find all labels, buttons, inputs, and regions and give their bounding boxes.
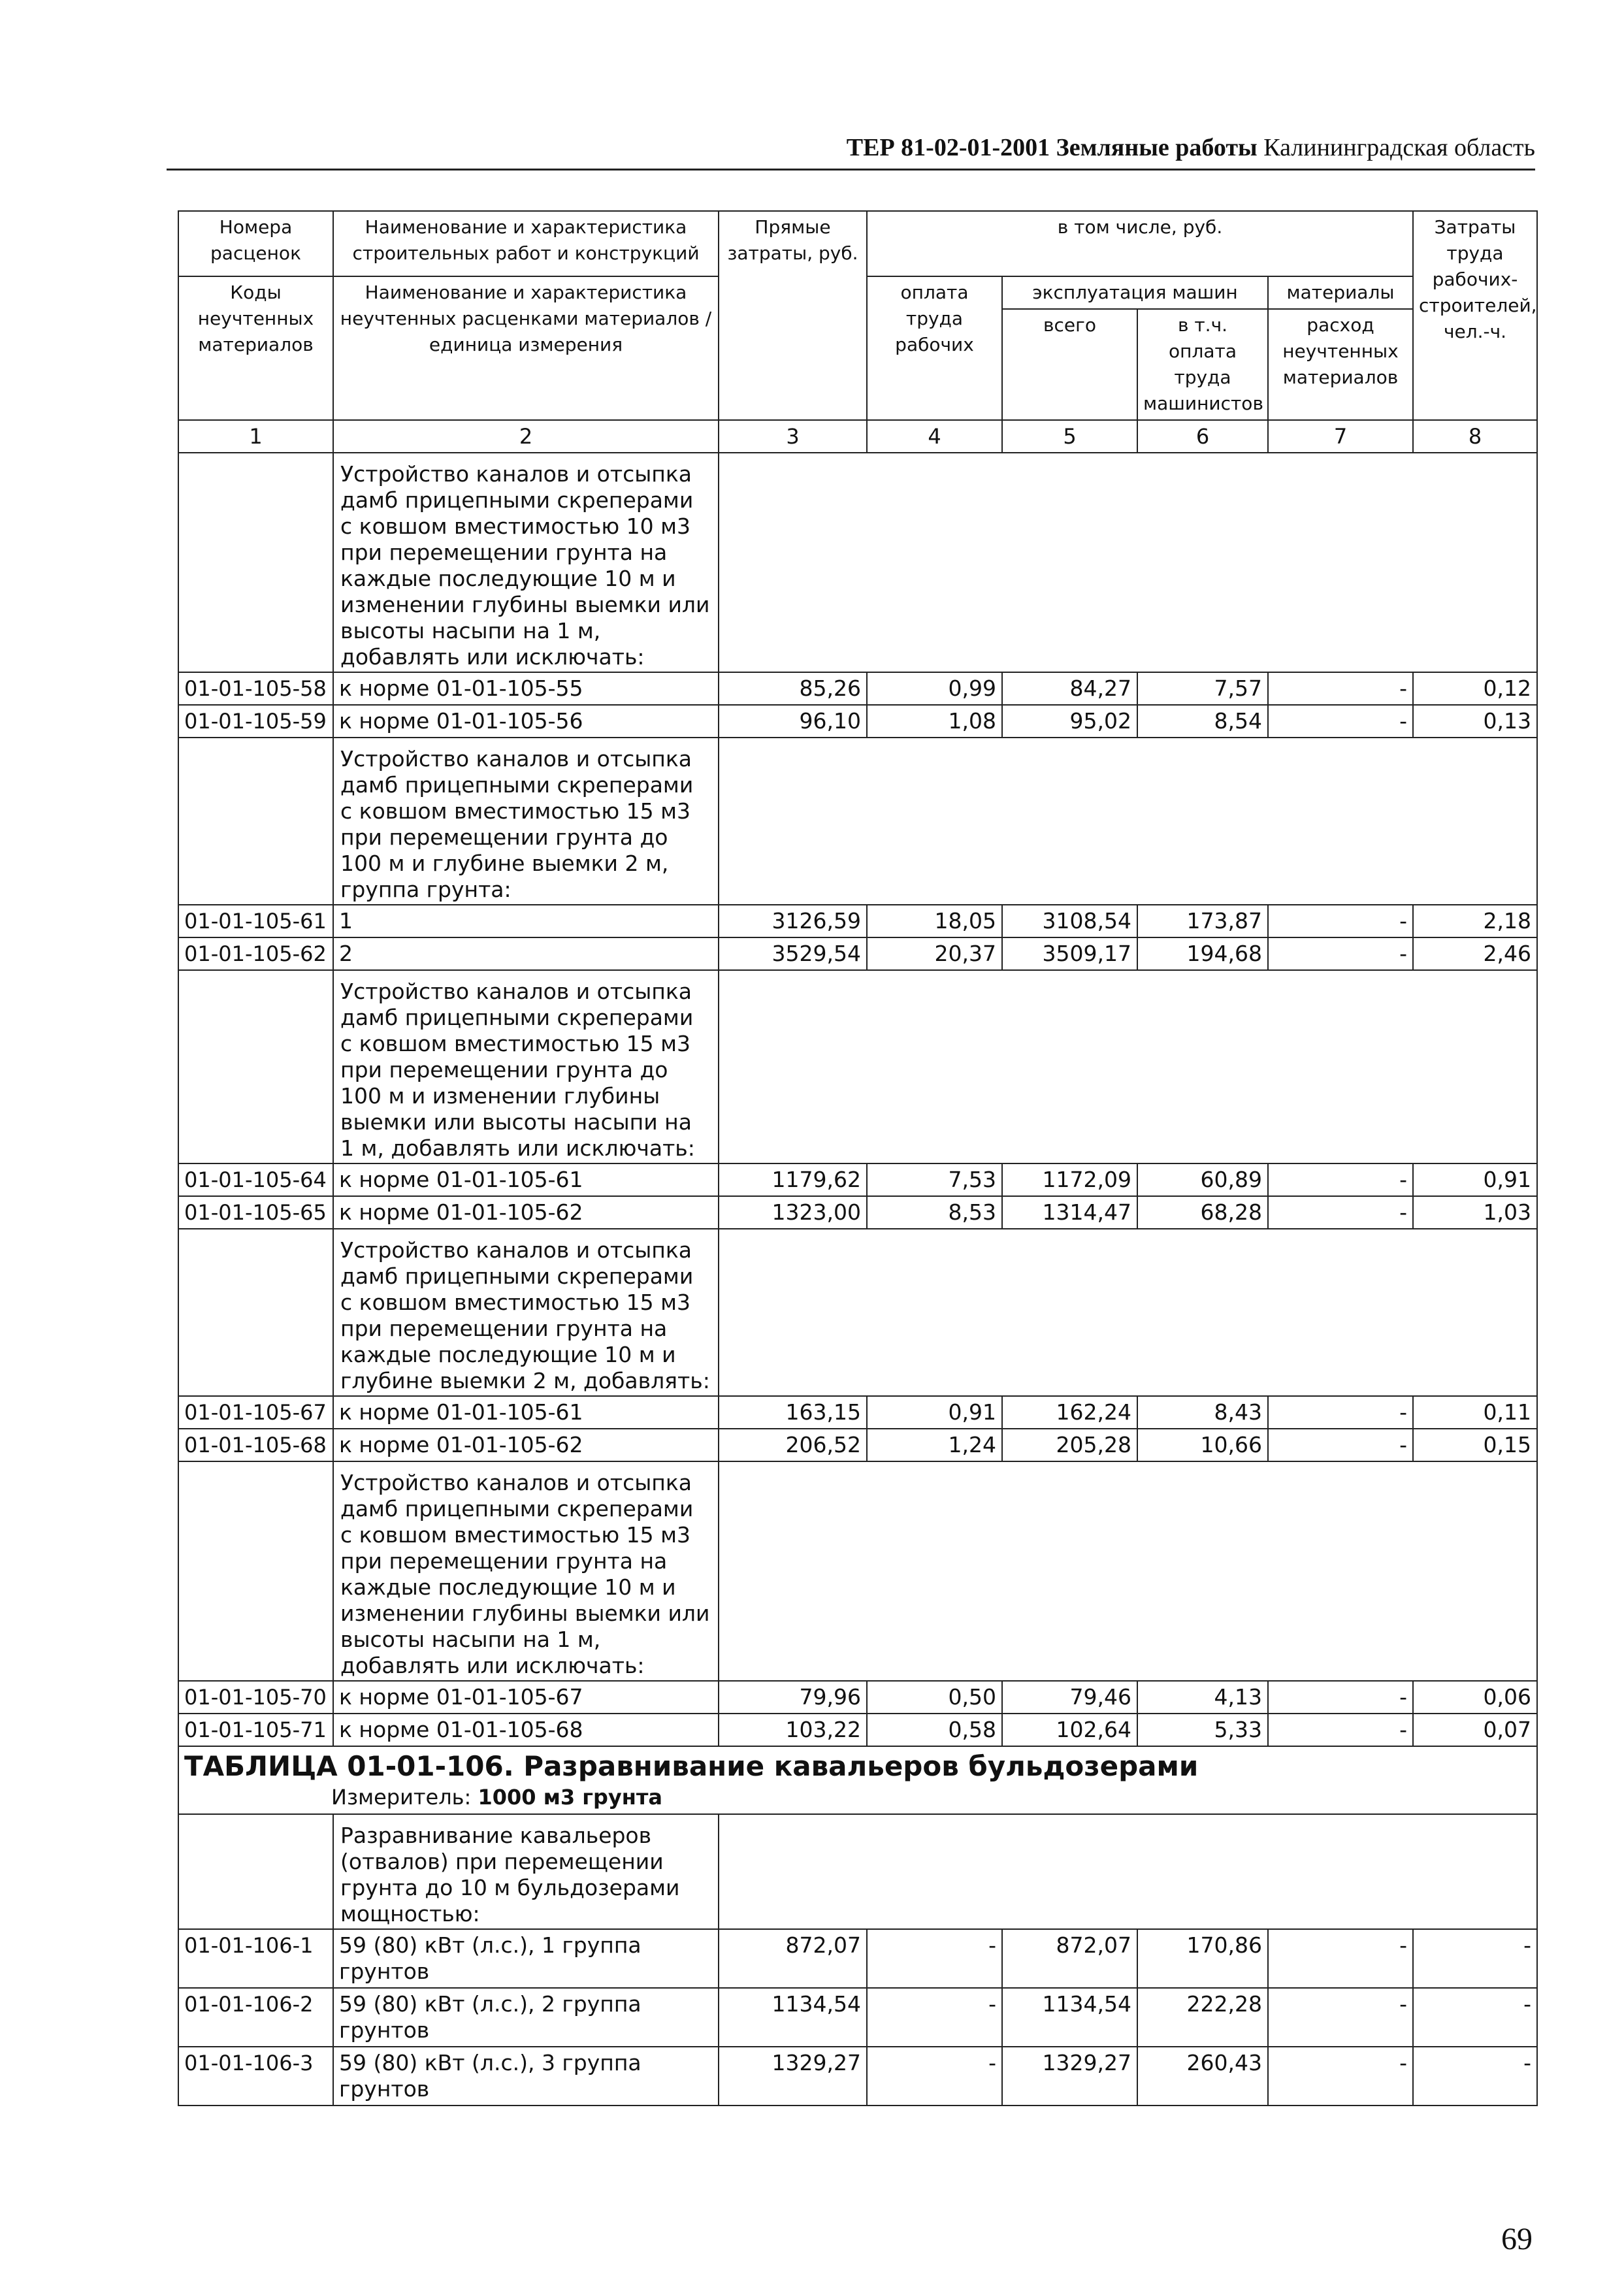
rate-name: к норме 01-01-105-55 xyxy=(333,672,719,705)
column-number: 1 xyxy=(178,420,333,453)
labor-hours: 0,11 xyxy=(1413,1396,1537,1429)
rate-code: 01-01-105-70 xyxy=(178,1681,333,1714)
materials-use: - xyxy=(1268,1929,1413,1988)
rate-code: 01-01-105-59 xyxy=(178,705,333,738)
column-number: 7 xyxy=(1268,420,1413,453)
rate-name: к норме 01-01-105-61 xyxy=(333,1396,719,1429)
machinist-labor-cost: 5,33 xyxy=(1137,1714,1268,1746)
direct-cost: 85,26 xyxy=(719,672,867,705)
page-number: 69 xyxy=(1501,2222,1533,2256)
group-description: Разравнивание кавальеров (отвалов) при перемещении грунта до 10 м бульдозерами мощностью: xyxy=(333,1814,719,1929)
labor-cost: 8,53 xyxy=(867,1196,1002,1229)
rate-name: к норме 01-01-105-62 xyxy=(333,1196,719,1229)
empty-cell xyxy=(178,1229,333,1396)
machine-cost: 95,02 xyxy=(1002,705,1137,738)
labor-cost: 0,58 xyxy=(867,1714,1002,1746)
labor-hours: 0,15 xyxy=(1413,1429,1537,1461)
machinist-labor-cost: 194,68 xyxy=(1137,937,1268,970)
table-row xyxy=(178,1163,1537,1196)
labor-cost: - xyxy=(867,1988,1002,2047)
table-row xyxy=(178,672,1537,705)
materials-use: - xyxy=(1268,937,1413,970)
materials-use: - xyxy=(1268,672,1413,705)
machine-cost: 3509,17 xyxy=(1002,937,1137,970)
measure-label: Измеритель: xyxy=(331,1785,472,1810)
rate-code: 01-01-105-67 xyxy=(178,1396,333,1429)
group-description: Устройство каналов и отсыпка дамб прицепными скреперами с ковшом вместимостью 10 м3 при перемещении грунта на каждые последующие 10 м и изменении глубины выемки или высоты насыпи на 1 м, добавлять или исключать: xyxy=(333,453,719,672)
empty-cell xyxy=(178,453,333,672)
machinist-labor-cost: 4,13 xyxy=(1137,1681,1268,1714)
col6-header: в т.ч. оплата труда машинистов xyxy=(1137,309,1268,420)
rate-code: 01-01-106-3 xyxy=(178,2047,333,2106)
col3-header: Прямые затраты, руб. xyxy=(719,211,867,420)
col1-bottom-header: Коды неучтенных материалов xyxy=(178,276,333,420)
labor-cost: 1,24 xyxy=(867,1429,1002,1461)
column-number: 8 xyxy=(1413,420,1537,453)
doc-code: ТЕР 81-02-01-2001 xyxy=(846,134,1050,161)
group-description: Устройство каналов и отсыпка дамб прицепными скреперами с ковшом вместимостью 15 м3 при перемещении грунта на каждые последующие 10 м и изменении глубины выемки или высоты насыпи на 1 м, добавлять или исключать: xyxy=(333,1461,719,1681)
machinist-labor-cost: 7,57 xyxy=(1137,672,1268,705)
labor-hours: 0,91 xyxy=(1413,1163,1537,1196)
materials-use: - xyxy=(1268,905,1413,937)
rate-name: 59 (80) кВт (л.с.), 2 группа грунтов xyxy=(333,1988,719,2047)
machinist-labor-cost: 170,86 xyxy=(1137,1929,1268,1988)
empty-cell xyxy=(178,1461,333,1681)
rate-name: 59 (80) кВт (л.с.), 3 группа грунтов xyxy=(333,2047,719,2106)
machines-header: эксплуатация машин xyxy=(1002,276,1268,309)
rate-code: 01-01-105-65 xyxy=(178,1196,333,1229)
table-row xyxy=(178,1988,1537,2047)
empty-cell xyxy=(719,738,1537,905)
direct-cost: 96,10 xyxy=(719,705,867,738)
table-row xyxy=(178,1196,1537,1229)
empty-cell xyxy=(178,1814,333,1929)
table-106-measure xyxy=(184,1783,1531,1811)
rate-code: 01-01-105-71 xyxy=(178,1714,333,1746)
rate-name: к норме 01-01-105-61 xyxy=(333,1163,719,1196)
labor-cost: - xyxy=(867,2047,1002,2106)
group-description: Устройство каналов и отсыпка дамб прицепными скреперами с ковшом вместимостью 15 м3 при перемещении грунта до 100 м и глубине выемки 2 м, группа грунта: xyxy=(333,738,719,905)
labor-hours: 2,18 xyxy=(1413,905,1537,937)
rate-name: 2 xyxy=(333,937,719,970)
direct-cost: 3126,59 xyxy=(719,905,867,937)
empty-cell xyxy=(719,970,1537,1163)
direct-cost: 1134,54 xyxy=(719,1988,867,2047)
group-description-row xyxy=(178,738,1537,905)
table-row xyxy=(178,1429,1537,1461)
direct-cost: 79,96 xyxy=(719,1681,867,1714)
column-number: 5 xyxy=(1002,420,1137,453)
direct-cost: 163,15 xyxy=(719,1396,867,1429)
rate-code: 01-01-105-61 xyxy=(178,905,333,937)
direct-cost: 3529,54 xyxy=(719,937,867,970)
direct-cost: 1329,27 xyxy=(719,2047,867,2106)
machine-cost: 102,64 xyxy=(1002,1714,1137,1746)
materials-use: - xyxy=(1268,1163,1413,1196)
machinist-labor-cost: 8,54 xyxy=(1137,705,1268,738)
rate-name: к норме 01-01-105-62 xyxy=(333,1429,719,1461)
rate-code: 01-01-105-68 xyxy=(178,1429,333,1461)
materials-use: - xyxy=(1268,1396,1413,1429)
materials-use: - xyxy=(1268,1681,1413,1714)
group-description-row xyxy=(178,1814,1537,1929)
machine-cost: 872,07 xyxy=(1002,1929,1137,1988)
table-row xyxy=(178,937,1537,970)
table-106-heading xyxy=(178,1746,1537,1814)
table-106-title-row xyxy=(178,1746,1537,1814)
machinist-labor-cost: 10,66 xyxy=(1137,1429,1268,1461)
col5-header: всего xyxy=(1002,309,1137,420)
empty-cell xyxy=(178,970,333,1163)
materials-use: - xyxy=(1268,1196,1413,1229)
table-row xyxy=(178,705,1537,738)
machine-cost: 162,24 xyxy=(1002,1396,1137,1429)
machinist-labor-cost: 8,43 xyxy=(1137,1396,1268,1429)
rate-name: 59 (80) кВт (л.с.), 1 группа грунтов xyxy=(333,1929,719,1988)
group-description-row xyxy=(178,453,1537,672)
machine-cost: 1134,54 xyxy=(1002,1988,1137,2047)
rate-name: 1 xyxy=(333,905,719,937)
rate-code: 01-01-105-58 xyxy=(178,672,333,705)
machinist-labor-cost: 60,89 xyxy=(1137,1163,1268,1196)
table-row xyxy=(178,1396,1537,1429)
col1-top-header: Номера расценок xyxy=(178,211,333,276)
doc-title: Земляные работы xyxy=(1056,134,1258,161)
labor-cost: 0,91 xyxy=(867,1396,1002,1429)
labor-cost: 0,50 xyxy=(867,1681,1002,1714)
labor-cost: 18,05 xyxy=(867,905,1002,937)
table-row xyxy=(178,1681,1537,1714)
direct-cost: 1323,00 xyxy=(719,1196,867,1229)
machinist-labor-cost: 68,28 xyxy=(1137,1196,1268,1229)
col7-header: расход неучтенных материалов xyxy=(1268,309,1413,420)
labor-cost: 7,53 xyxy=(867,1163,1002,1196)
table-row xyxy=(178,1714,1537,1746)
column-number: 2 xyxy=(333,420,719,453)
labor-cost: 20,37 xyxy=(867,937,1002,970)
machinist-labor-cost: 222,28 xyxy=(1137,1988,1268,2047)
machinist-labor-cost: 173,87 xyxy=(1137,905,1268,937)
region: Калининградская область xyxy=(1263,134,1535,161)
empty-cell xyxy=(719,1814,1537,1929)
labor-hours: 2,46 xyxy=(1413,937,1537,970)
column-number: 6 xyxy=(1137,420,1268,453)
rate-name: к норме 01-01-105-67 xyxy=(333,1681,719,1714)
labor-hours: 1,03 xyxy=(1413,1196,1537,1229)
machine-cost: 1172,09 xyxy=(1002,1163,1137,1196)
group-description-row xyxy=(178,1461,1537,1681)
labor-cost: 1,08 xyxy=(867,705,1002,738)
labor-cost: - xyxy=(867,1929,1002,1988)
direct-cost: 206,52 xyxy=(719,1429,867,1461)
labor-hours: - xyxy=(1413,2047,1537,2106)
labor-cost: 0,99 xyxy=(867,672,1002,705)
materials-use: - xyxy=(1268,1988,1413,2047)
direct-cost: 103,22 xyxy=(719,1714,867,1746)
table-row xyxy=(178,1929,1537,1988)
direct-cost: 1179,62 xyxy=(719,1163,867,1196)
rate-code: 01-01-106-2 xyxy=(178,1988,333,2047)
machinist-labor-cost: 260,43 xyxy=(1137,2047,1268,2106)
column-number: 4 xyxy=(867,420,1002,453)
rate-name: к норме 01-01-105-56 xyxy=(333,705,719,738)
measure-value: 1000 м3 грунта xyxy=(478,1785,662,1810)
labor-hours: 0,13 xyxy=(1413,705,1537,738)
col2-bottom-header: Наименование и характеристика неучтенных расценками материалов / единица измерения xyxy=(333,276,719,420)
machine-cost: 1329,27 xyxy=(1002,2047,1137,2106)
materials-use: - xyxy=(1268,1714,1413,1746)
empty-cell xyxy=(178,738,333,905)
rate-code: 01-01-105-64 xyxy=(178,1163,333,1196)
machine-cost: 84,27 xyxy=(1002,672,1137,705)
table-row xyxy=(178,2047,1537,2106)
rate-code: 01-01-105-62 xyxy=(178,937,333,970)
col4-header: оплата труда рабочих xyxy=(867,276,1002,420)
machine-cost: 3108,54 xyxy=(1002,905,1137,937)
labor-hours: 0,12 xyxy=(1413,672,1537,705)
labor-hours: 0,06 xyxy=(1413,1681,1537,1714)
labor-hours: - xyxy=(1413,1988,1537,2047)
materials-header: материалы xyxy=(1268,276,1413,309)
rate-code: 01-01-106-1 xyxy=(178,1929,333,1988)
empty-cell xyxy=(719,1229,1537,1396)
materials-use: - xyxy=(1268,705,1413,738)
group-description: Устройство каналов и отсыпка дамб прицепными скреперами с ковшом вместимостью 15 м3 при перемещении грунта на каждые последующие 10 м и глубине выемки 2 м, добавлять: xyxy=(333,1229,719,1396)
col8-header: Затраты труда рабочих-строителей, чел.-ч. xyxy=(1413,211,1537,420)
table-106-title: ТАБЛИЦА 01-01-106. Разравнивание кавальеров бульдозерами xyxy=(184,1750,1199,1782)
group-description: Устройство каналов и отсыпка дамб прицепными скреперами с ковшом вместимостью 15 м3 при перемещении грунта до 100 м и изменении глубины выемки или высоты насыпи на 1 м, добавлять или исключать: xyxy=(333,970,719,1163)
empty-cell xyxy=(719,453,1537,672)
rates-table xyxy=(178,210,1538,2106)
table-row xyxy=(178,905,1537,937)
rate-name: к норме 01-01-105-68 xyxy=(333,1714,719,1746)
machine-cost: 205,28 xyxy=(1002,1429,1137,1461)
machine-cost: 79,46 xyxy=(1002,1681,1137,1714)
labor-hours: 0,07 xyxy=(1413,1714,1537,1746)
materials-use: - xyxy=(1268,2047,1413,2106)
empty-cell xyxy=(719,1461,1537,1681)
group-description-row xyxy=(178,1229,1537,1396)
column-number-row xyxy=(178,420,1537,453)
document-title xyxy=(847,133,1535,162)
column-number: 3 xyxy=(719,420,867,453)
group-description-row xyxy=(178,970,1537,1163)
machine-cost: 1314,47 xyxy=(1002,1196,1137,1229)
materials-use: - xyxy=(1268,1429,1413,1461)
page-header xyxy=(167,128,1535,171)
col2-top-header: Наименование и характеристика строительных работ и конструкций xyxy=(333,211,719,276)
labor-hours: - xyxy=(1413,1929,1537,1988)
direct-cost: 872,07 xyxy=(719,1929,867,1988)
group-header: в том числе, руб. xyxy=(867,211,1413,276)
